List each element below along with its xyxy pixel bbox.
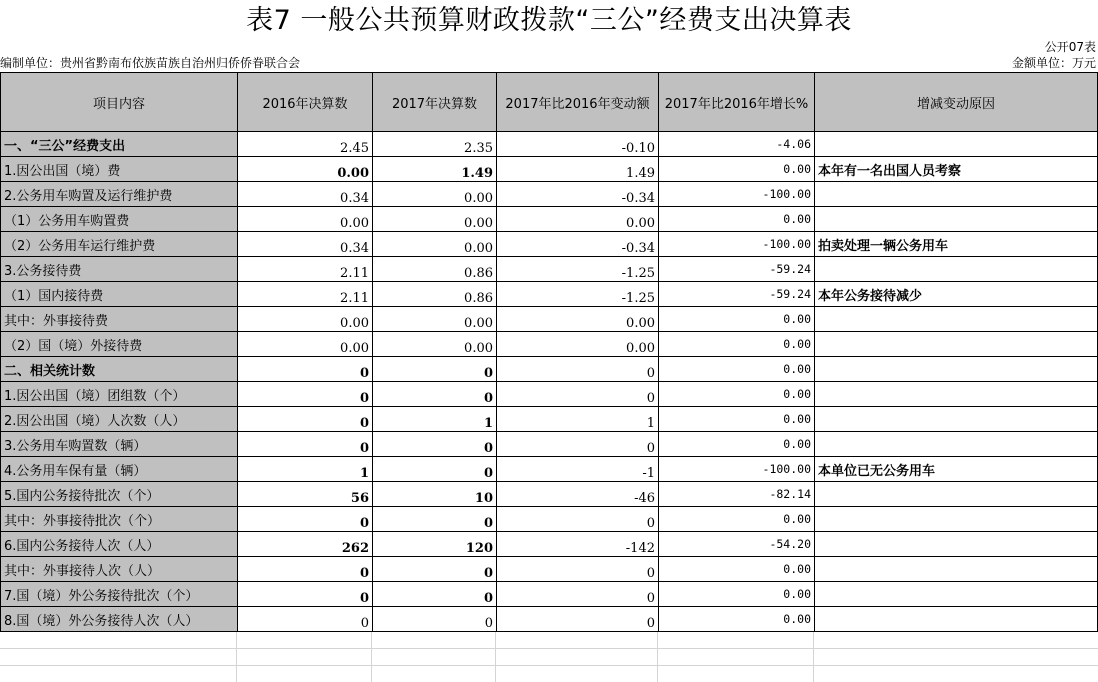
value-2017-cell[interactable]: 0 xyxy=(373,432,497,457)
reason-cell[interactable] xyxy=(815,432,1098,457)
reporting-unit: 编制单位：贵州省黔南布依族苗族自治州归侨侨眷联合会 xyxy=(0,56,301,70)
value-2017-cell[interactable]: 0.00 xyxy=(373,332,497,357)
item-cell[interactable]: （2）国（境）外接待费 xyxy=(1,332,238,357)
value-2016-cell[interactable]: 0 xyxy=(238,507,373,532)
growth-cell[interactable]: -4.06 xyxy=(659,132,815,157)
empty-grid-column xyxy=(236,632,237,682)
reason-cell[interactable]: 本年公务接待减少 xyxy=(815,282,1098,307)
header-2016[interactable]: 2016年决算数 xyxy=(238,73,373,132)
value-2017-cell[interactable]: 0.86 xyxy=(373,282,497,307)
item-cell[interactable]: 8.国（境）外公务接待人次（人） xyxy=(1,607,238,632)
header-growth[interactable]: 2017年比2016年增长% xyxy=(659,73,815,132)
item-cell[interactable]: 2.公务用车购置及运行维护费 xyxy=(1,182,238,207)
value-2017-cell[interactable]: 0.00 xyxy=(373,232,497,257)
growth-cell[interactable]: 0.00 xyxy=(659,207,815,232)
change-cell[interactable]: 1 xyxy=(497,407,659,432)
value-2016-cell[interactable]: 0.00 xyxy=(238,207,373,232)
growth-cell[interactable]: -59.24 xyxy=(659,282,815,307)
value-2017-cell[interactable]: 0 xyxy=(373,607,497,632)
header-change[interactable]: 2017年比2016年变动额 xyxy=(497,73,659,132)
change-cell[interactable]: -0.34 xyxy=(497,182,659,207)
change-cell[interactable]: 0.00 xyxy=(497,207,659,232)
budget-table xyxy=(0,72,1098,632)
growth-cell[interactable]: 0.00 xyxy=(659,432,815,457)
value-2017-cell[interactable]: 0.86 xyxy=(373,257,497,282)
empty-grid-column xyxy=(495,632,496,682)
reason-cell[interactable] xyxy=(815,182,1098,207)
table-row xyxy=(1,232,1098,257)
value-2016-cell[interactable]: 56 xyxy=(238,482,373,507)
value-2016-cell[interactable]: 2.11 xyxy=(238,257,373,282)
table-row xyxy=(1,307,1098,332)
change-cell[interactable]: 0 xyxy=(497,507,659,532)
item-cell[interactable]: （1）公务用车购置费 xyxy=(1,207,238,232)
change-cell[interactable]: 0 xyxy=(497,607,659,632)
reason-cell[interactable]: 拍卖处理一辆公务用车 xyxy=(815,232,1098,257)
growth-cell[interactable]: -82.14 xyxy=(659,482,815,507)
change-cell[interactable]: 1.49 xyxy=(497,157,659,182)
value-2017-cell[interactable]: 0.00 xyxy=(373,307,497,332)
item-cell[interactable]: 6.国内公务接待人次（人） xyxy=(1,532,238,557)
value-2016-cell[interactable]: 262 xyxy=(238,532,373,557)
value-2016-cell[interactable]: 0 xyxy=(238,382,373,407)
reason-cell[interactable] xyxy=(815,507,1098,532)
value-2016-cell[interactable]: 1 xyxy=(238,457,373,482)
item-cell[interactable]: （2）公务用车运行维护费 xyxy=(1,232,238,257)
table-row xyxy=(1,282,1098,307)
growth-cell[interactable]: 0.00 xyxy=(659,607,815,632)
item-cell[interactable]: 3.公务用车购置数（辆） xyxy=(1,432,238,457)
change-cell[interactable]: 0 xyxy=(497,557,659,582)
table-row xyxy=(1,382,1098,407)
table-row xyxy=(1,482,1098,507)
item-cell[interactable]: 2.因公出国（境）人次数（人） xyxy=(1,407,238,432)
table-row xyxy=(1,532,1098,557)
item-cell[interactable]: 4.公务用车保有量（辆） xyxy=(1,457,238,482)
value-2016-cell[interactable]: 0 xyxy=(238,407,373,432)
reason-cell[interactable] xyxy=(815,207,1098,232)
growth-cell[interactable]: 0.00 xyxy=(659,307,815,332)
item-cell[interactable]: 3.公务接待费 xyxy=(1,257,238,282)
table-row xyxy=(1,157,1098,182)
empty-grid-column xyxy=(813,632,814,682)
value-2017-cell[interactable]: 0 xyxy=(373,382,497,407)
growth-cell[interactable]: 0.00 xyxy=(659,407,815,432)
change-cell[interactable]: 0 xyxy=(497,432,659,457)
reason-cell[interactable] xyxy=(815,332,1098,357)
value-2016-cell[interactable]: 0.34 xyxy=(238,182,373,207)
value-2016-cell[interactable]: 2.11 xyxy=(238,282,373,307)
value-2017-cell[interactable]: 2.35 xyxy=(373,132,497,157)
reason-cell[interactable] xyxy=(815,132,1098,157)
header-2017[interactable]: 2017年决算数 xyxy=(373,73,497,132)
table-row xyxy=(1,557,1098,582)
table-row xyxy=(1,607,1098,632)
item-cell[interactable]: 其中：外事接待费 xyxy=(1,307,238,332)
value-2017-cell[interactable]: 0 xyxy=(373,507,497,532)
value-2016-cell[interactable]: 0 xyxy=(238,582,373,607)
growth-cell[interactable]: -100.00 xyxy=(659,457,815,482)
item-cell[interactable]: 其中：外事接待人次（人） xyxy=(1,557,238,582)
value-2017-cell[interactable]: 0.00 xyxy=(373,207,497,232)
value-2016-cell[interactable]: 2.45 xyxy=(238,132,373,157)
item-cell[interactable]: 其中：外事接待批次（个） xyxy=(1,507,238,532)
reason-cell[interactable] xyxy=(815,532,1098,557)
table-row xyxy=(1,432,1098,457)
value-2016-cell[interactable]: 0 xyxy=(238,607,373,632)
change-cell[interactable]: -0.34 xyxy=(497,232,659,257)
change-cell[interactable]: -1.25 xyxy=(497,282,659,307)
growth-cell[interactable]: 0.00 xyxy=(659,382,815,407)
change-cell[interactable]: -46 xyxy=(497,482,659,507)
reason-cell[interactable] xyxy=(815,257,1098,282)
empty-grid-column xyxy=(657,632,658,682)
reason-cell[interactable] xyxy=(815,607,1098,632)
growth-cell[interactable]: 0.00 xyxy=(659,157,815,182)
reason-cell[interactable] xyxy=(815,307,1098,332)
change-cell[interactable]: -0.10 xyxy=(497,132,659,157)
value-2017-cell[interactable]: 1.49 xyxy=(373,157,497,182)
item-cell[interactable]: 二、相关统计数 xyxy=(1,357,238,382)
change-cell[interactable]: -142 xyxy=(497,532,659,557)
change-cell[interactable]: 0.00 xyxy=(497,332,659,357)
value-2016-cell[interactable]: 0 xyxy=(238,432,373,457)
table-row xyxy=(1,507,1098,532)
item-cell[interactable]: 1.因公出国（境）费 xyxy=(1,157,238,182)
growth-cell[interactable]: 0.00 xyxy=(659,357,815,382)
item-cell[interactable]: 一、“三公”经费支出 xyxy=(1,132,238,157)
value-2016-cell[interactable]: 0.00 xyxy=(238,157,373,182)
change-cell[interactable]: 0 xyxy=(497,582,659,607)
empty-grid-row xyxy=(0,665,1098,666)
header-item[interactable]: 项目内容 xyxy=(1,73,238,132)
change-cell[interactable]: -1 xyxy=(497,457,659,482)
reason-cell[interactable] xyxy=(815,357,1098,382)
growth-cell[interactable]: 0.00 xyxy=(659,557,815,582)
table-row xyxy=(1,357,1098,382)
reason-cell[interactable] xyxy=(815,582,1098,607)
reason-cell[interactable] xyxy=(815,382,1098,407)
growth-cell[interactable]: 0.00 xyxy=(659,582,815,607)
growth-cell[interactable]: 0.00 xyxy=(659,507,815,532)
table-row xyxy=(1,457,1098,482)
table-row xyxy=(1,257,1098,282)
value-2017-cell[interactable]: 1 xyxy=(373,407,497,432)
empty-grid-column xyxy=(371,632,372,682)
header-row xyxy=(1,73,1098,132)
doc-code: 公开07表 xyxy=(1044,40,1096,54)
value-2016-cell[interactable]: 0 xyxy=(238,357,373,382)
table-row xyxy=(1,332,1098,357)
value-2017-cell[interactable]: 0 xyxy=(373,582,497,607)
table-row xyxy=(1,182,1098,207)
item-cell[interactable]: 1.因公出国（境）团组数（个） xyxy=(1,382,238,407)
reason-cell[interactable]: 本年有一名出国人员考察 xyxy=(815,157,1098,182)
change-cell[interactable]: -1.25 xyxy=(497,257,659,282)
item-cell[interactable]: 7.国（境）外公务接待批次（个） xyxy=(1,582,238,607)
reason-cell[interactable] xyxy=(815,482,1098,507)
value-2016-cell[interactable]: 0.00 xyxy=(238,332,373,357)
value-2017-cell[interactable]: 0.00 xyxy=(373,182,497,207)
reason-cell[interactable]: 本单位已无公务用车 xyxy=(815,457,1098,482)
value-2017-cell[interactable]: 0 xyxy=(373,557,497,582)
change-cell[interactable]: 0.00 xyxy=(497,307,659,332)
value-2016-cell[interactable]: 0.00 xyxy=(238,307,373,332)
value-2017-cell[interactable]: 120 xyxy=(373,532,497,557)
page-title: 表7 一般公共预算财政拨款“三公”经费支出决算表 xyxy=(246,5,852,36)
value-2016-cell[interactable]: 0 xyxy=(238,557,373,582)
growth-cell[interactable]: -54.20 xyxy=(659,532,815,557)
growth-cell[interactable]: -100.00 xyxy=(659,182,815,207)
table-row xyxy=(1,132,1098,157)
value-2017-cell[interactable]: 0 xyxy=(373,457,497,482)
value-2017-cell[interactable]: 10 xyxy=(373,482,497,507)
empty-grid-row xyxy=(0,648,1098,649)
growth-cell[interactable]: 0.00 xyxy=(659,332,815,357)
value-2016-cell[interactable]: 0.34 xyxy=(238,232,373,257)
reason-cell[interactable] xyxy=(815,557,1098,582)
header-reason[interactable]: 增减变动原因 xyxy=(815,73,1098,132)
change-cell[interactable]: 0 xyxy=(497,357,659,382)
growth-cell[interactable]: -100.00 xyxy=(659,232,815,257)
reason-cell[interactable] xyxy=(815,407,1098,432)
value-2017-cell[interactable]: 0 xyxy=(373,357,497,382)
table-row xyxy=(1,407,1098,432)
growth-cell[interactable]: -59.24 xyxy=(659,257,815,282)
amount-unit: 金额单位：万元 xyxy=(1011,56,1096,70)
change-cell[interactable]: 0 xyxy=(497,382,659,407)
item-cell[interactable]: 5.国内公务接待批次（个） xyxy=(1,482,238,507)
table-row xyxy=(1,207,1098,232)
table-row xyxy=(1,582,1098,607)
item-cell[interactable]: （1）国内接待费 xyxy=(1,282,238,307)
